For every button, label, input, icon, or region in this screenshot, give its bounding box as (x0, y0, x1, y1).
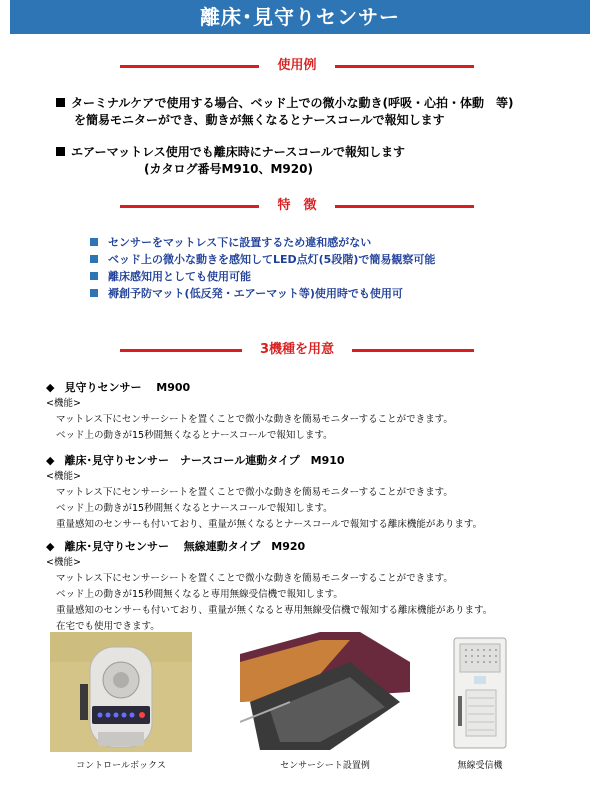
feature-item: センサーをマットレス下に設置するため違和感がない (90, 234, 580, 251)
usage-item-2: エアーマットレス使用でも離床時にナースコールで報知します (カタログ番号M910、M920) (56, 144, 576, 178)
feature-item: 離床感知用としても使用可能 (90, 268, 580, 285)
feature-item: ベッド上の微小な動きを感知してLED点灯(5段階)で簡易観察可能 (90, 251, 580, 268)
section-title-features: 特 徴 (259, 198, 334, 213)
bullet-square-icon (90, 238, 98, 246)
feature-item: 褥創予防マット(低反発・エアーマット等)使用時でも使用可 (90, 285, 580, 302)
section-title-models: 3機種を用意 (242, 342, 352, 357)
bullet-square-icon (90, 289, 98, 297)
caption-control-box: コントロールボックス (76, 761, 166, 771)
section-title-usage: 使用例 (259, 58, 334, 73)
control-box-photo (50, 632, 192, 752)
features-list (90, 234, 580, 302)
page-banner: 離床･見守りセンサー (10, 0, 590, 34)
receiver-photo (452, 636, 508, 750)
bullet-square-icon (56, 147, 65, 156)
section-header-usage (120, 56, 474, 76)
sensor-sheet-photo (240, 632, 410, 752)
model-m920: ◆ 離床･見守りセンサー 無線連動タイプ M920 <機能> マットレス下にセンサーシートを置くことで微小な動きを簡易モニターすることができます。 ベッド上の動きが15秒間無くなると専用無線受信機で報知します。 重量感知のセンサーも付いており、重量が無くなると専用無線受信機で報知する離床機能があります。 在宅でも使用できます。 (46, 540, 493, 632)
section-header-models (120, 340, 474, 360)
bullet-square-icon (90, 272, 98, 280)
usage-item-1: ターミナルケアで使用する場合、ベッド上での微小な動き(呼吸・心拍・体動 等) を簡易モニターができ、動きが無くなるとナースコールで報知します (56, 95, 576, 129)
diamond-bullet-icon: ◆ (46, 540, 55, 553)
model-m910: ◆ 離床･見守りセンサー ナースコール連動タイプ M910 <機能> マットレス下にセンサーシートを置くことで微小な動きを簡易モニターすることができます。 ベッド上の動きが15秒間無くなるとナースコールで報知します。 重量感知のセンサーも付いており、重量が無くなるとナースコールで報知する離床機能があります。 (46, 454, 483, 530)
section-header-features (120, 196, 474, 216)
caption-receiver: 無線受信機 (457, 761, 503, 771)
diamond-bullet-icon: ◆ (46, 381, 55, 394)
caption-sensor-sheet: センサーシート設置例 (280, 761, 370, 771)
diamond-bullet-icon: ◆ (46, 454, 55, 467)
model-m900: ◆ 見守りセンサー M900 <機能> マットレス下にセンサーシートを置くことで微小な動きを簡易モニターすることができます。 ベッド上の動きが15秒間無くなるとナースコールで報知します。 (46, 381, 453, 441)
bullet-square-icon (90, 255, 98, 263)
bullet-square-icon (56, 98, 65, 107)
